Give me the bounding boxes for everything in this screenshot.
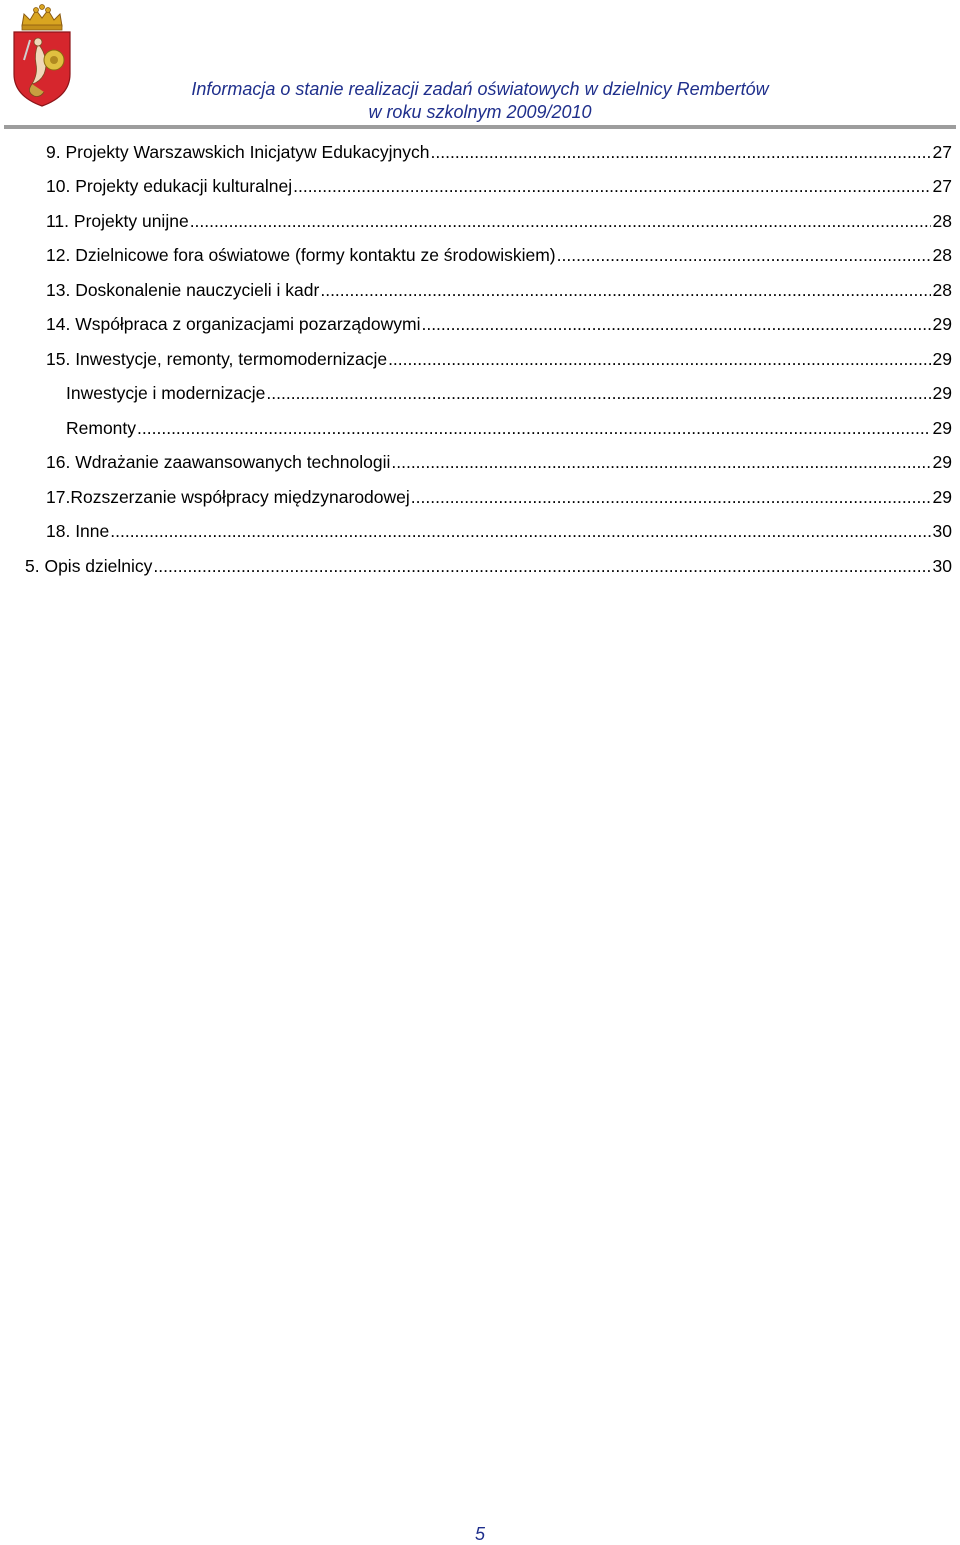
toc-leader-dots: [557, 243, 931, 267]
toc-subentry[interactable]: [66, 381, 952, 405]
toc-entry[interactable]: [46, 519, 952, 543]
toc-leader-dots: [411, 485, 931, 509]
toc-entry-page: 27: [932, 142, 952, 162]
toc-leader-dots: [421, 312, 930, 336]
toc-entry-page: 29: [932, 452, 952, 472]
toc-entry[interactable]: [46, 174, 952, 198]
toc-entry[interactable]: [46, 209, 952, 233]
toc-entry[interactable]: [46, 485, 952, 509]
toc-entry-title: 14. Współpraca z organizacjami pozarządowymi: [46, 314, 421, 334]
toc-leader-dots: [137, 416, 931, 440]
toc-entry[interactable]: [46, 450, 952, 474]
toc-entry[interactable]: [46, 347, 952, 371]
toc-entry-title: 11. Projekty unijne: [46, 211, 189, 231]
header-divider: [4, 125, 956, 129]
toc-leader-dots: [110, 519, 930, 543]
toc-entry-page: 29: [932, 383, 952, 403]
toc-entry-page: 27: [932, 176, 952, 196]
toc-entry-page: 28: [932, 211, 952, 231]
toc-leader-dots: [391, 450, 930, 474]
toc-entry[interactable]: [25, 554, 952, 578]
toc-leader-dots: [431, 140, 931, 164]
toc-entry-title: 17.Rozszerzanie współpracy międzynarodowej: [46, 487, 410, 507]
document-header-title: Informacja o stanie realizacji zadań oświatowych w dzielnicy Rembertów: [191, 79, 769, 99]
toc-entry-title: 5. Opis dzielnicy: [25, 556, 153, 576]
toc-leader-dots: [153, 554, 930, 578]
toc-entry[interactable]: [46, 312, 952, 336]
toc-leader-dots: [388, 347, 930, 371]
page-number: 5: [474, 1524, 485, 1544]
toc-entry-title: 16. Wdrażanie zaawansowanych technologii: [46, 452, 391, 472]
toc-entry-title: 12. Dzielnicowe fora oświatowe (formy kontaktu ze środowiskiem): [46, 245, 556, 265]
toc-leader-dots: [320, 278, 930, 302]
toc-leader-dots: [266, 381, 930, 405]
toc-entry-title: 15. Inwestycje, remonty, termomodernizacje: [46, 349, 388, 369]
toc-subentry[interactable]: [66, 416, 952, 440]
toc-entry-page: 29: [932, 349, 952, 369]
toc-leader-dots: [293, 174, 930, 198]
toc-entry-title: 10. Projekty edukacji kulturalnej: [46, 176, 293, 196]
toc-leader-dots: [190, 209, 931, 233]
toc-entry-title: Inwestycje i modernizacje: [66, 383, 266, 403]
toc-entry-title: 18. Inne: [46, 521, 110, 541]
toc-entry[interactable]: [46, 243, 952, 267]
toc-entry-page: 29: [932, 314, 952, 334]
toc-entry-page: 28: [932, 245, 952, 265]
toc-entry-title: Remonty: [66, 418, 137, 438]
warsaw-coat-of-arms-icon: [10, 4, 74, 108]
toc-entry-page: 30: [932, 556, 952, 576]
toc-entry-page: 28: [932, 280, 952, 300]
toc-entry-page: 30: [932, 521, 952, 541]
toc-entry-title: 13. Doskonalenie nauczycieli i kadr: [46, 280, 320, 300]
document-header-subtitle: w roku szkolnym 2009/2010: [368, 102, 592, 122]
toc-entry[interactable]: [46, 140, 952, 164]
toc-entry-page: 29: [932, 487, 952, 507]
toc-entry-page: 29: [932, 418, 952, 438]
toc-entry[interactable]: [46, 278, 952, 302]
toc-entry-title: 9. Projekty Warszawskich Inicjatyw Edukacyjnych: [46, 142, 430, 162]
